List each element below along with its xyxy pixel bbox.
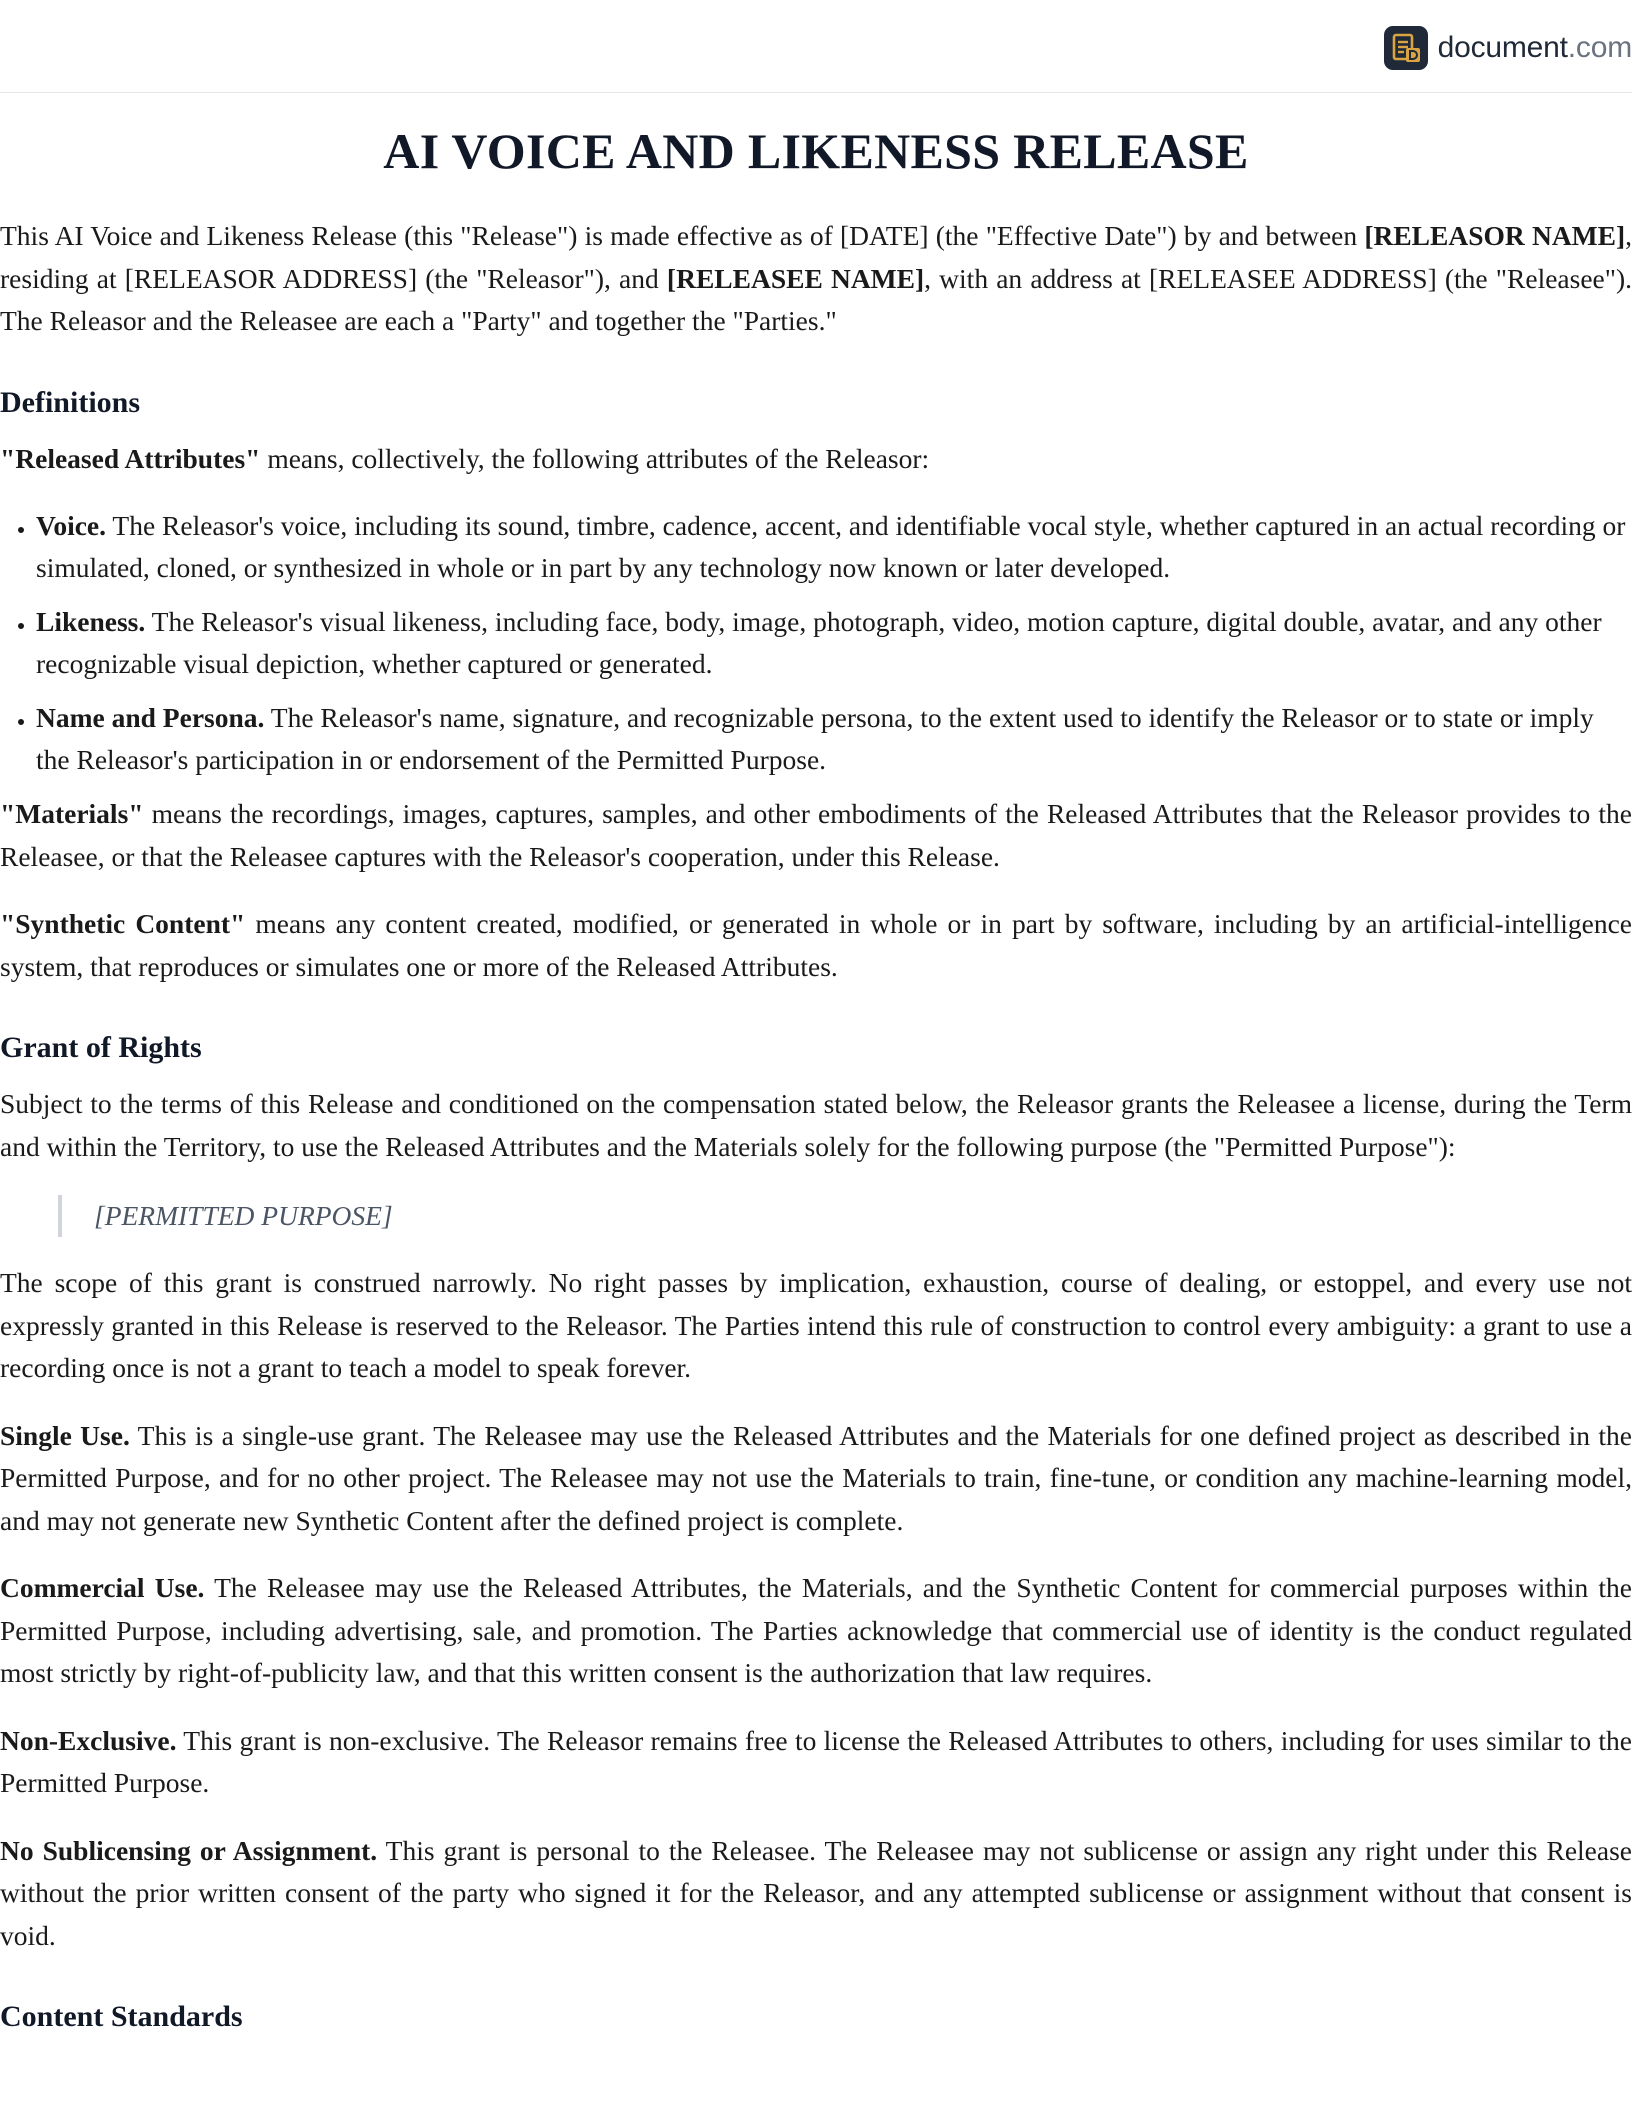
list-item: • Voice. The Releasor's voice, including its sound, timbre, cadence, accent, and identifiable vocal style, whether captured in an actual recording or simulated, cloned, or synthesized in whole or in part by any technology now known or later developed. (36, 505, 1632, 589)
brand-logo[interactable] (1384, 26, 1632, 70)
document-body (0, 113, 1632, 2037)
attributes-list (0, 505, 1632, 781)
content-standards-heading: Content Standards (0, 2000, 243, 2033)
no-sublicensing-paragraph: No Sublicensing or Assignment. This grant is personal to the Releasee. The Releasee may not sublicense or assign any right under this Release without the prior written consent of the party who signed it for the Releasor, and any attempted sublicense or assignment without that consent is void. (0, 1834, 1632, 1951)
releasee-name-placeholder: [RELEASEE NAME] (666, 262, 925, 294)
document-title: AI VOICE AND LIKENESS RELEASE (383, 123, 1249, 179)
list-item: • Likeness. The Releasor's visual likeness, including face, body, image, photograph, video, motion capture, digital double, avatar, and any other recognizable visual depiction, whether captured or generated. (36, 601, 1632, 685)
commercial-use-paragraph: Commercial Use. The Releasee may use the Released Attributes, the Materials, and the Synthetic Content for commercial purposes within the Permitted Purpose, including advertising, sale, and promotion. The Parties acknowledge that commercial use of identity is the conduct regulated most strictly by right-of-publicity law, and that this written consent is the authorization that law requires. (0, 1572, 1632, 1688)
scope-paragraph: The scope of this grant is construed narrowly. No right passes by implication, exhaustion, course of dealing, or estoppel, and every use not expressly granted in this Release is reserved to the Releasor. The Parties intend this rule of construction to control every ambiguity: a grant to use a recording once is not a grant to teach a model to speak forever. (0, 1267, 1632, 1383)
grant-paragraph: Subject to the terms of this Release and conditioned on the compensation stated below, the Releasor grants the Releasee a license, during the Term and within the Territory, to use the Released Attributes and the Materials solely for the following purpose (the "Permitted Purpose"): (0, 1088, 1632, 1162)
grant-of-rights-heading: Grant of Rights (0, 1031, 202, 1064)
non-exclusive-paragraph: Non-Exclusive. This grant is non-exclusive. The Releasor remains free to license the Released Attributes to others, including for uses similar to the Permitted Purpose. (0, 1724, 1632, 1798)
intro-paragraph: This AI Voice and Likeness Release (this "Release") is made effective as of [DATE] (the "Effective Date") by and between [RELEASOR NAME], residing at [RELEASOR ADDRESS] (the "Releasor"), and [RELEASEE NAME], with an address at [RELEASEE ADDRESS] (the "Releasee"). The Releasor and the Releasee are each a "Party" and together the "Parties." (0, 220, 1632, 336)
synthetic-content-definition: "Synthetic Content" means any content created, modified, or generated in whole or in part by software, including by an artificial-intelligence system, that reproduces or simulates one or more of the Released Attributes. (0, 908, 1632, 982)
materials-definition: "Materials" means the recordings, images, captures, samples, and other embodiments of the Released Attributes that the Releasor provides to the Releasee, or that the Releasee captures with the Releasor's cooperation, under this Release. (0, 798, 1632, 872)
list-item: • Name and Persona. The Releasor's name, signature, and recognizable persona, to the extent used to identify the Releasor or to state or imply the Releasor's participation in or endorsement of the Permitted Purpose. (36, 697, 1632, 781)
definitions-heading: Definitions (0, 385, 141, 419)
single-use-paragraph: Single Use. This is a single-use grant. The Releasee may use the Released Attributes and the Materials for one defined project as described in the Permitted Purpose, and for no other project. The Releasee may not use the Materials to train, fine-tune, or condition any machine-learning model, and may not generate new Synthetic Content after the defined project is complete. (0, 1419, 1632, 1536)
released-attributes-definition: "Released Attributes" means, collectively, the following attributes of the Releasor: (0, 442, 930, 474)
page-header (0, 0, 1632, 93)
permitted-purpose-quote: [PERMITTED PURPOSE] (58, 1195, 1632, 1237)
document-logo-icon (1384, 26, 1428, 70)
brand-name: document.com (1437, 31, 1632, 64)
releasor-name-placeholder: [RELEASOR NAME] (1364, 220, 1626, 251)
